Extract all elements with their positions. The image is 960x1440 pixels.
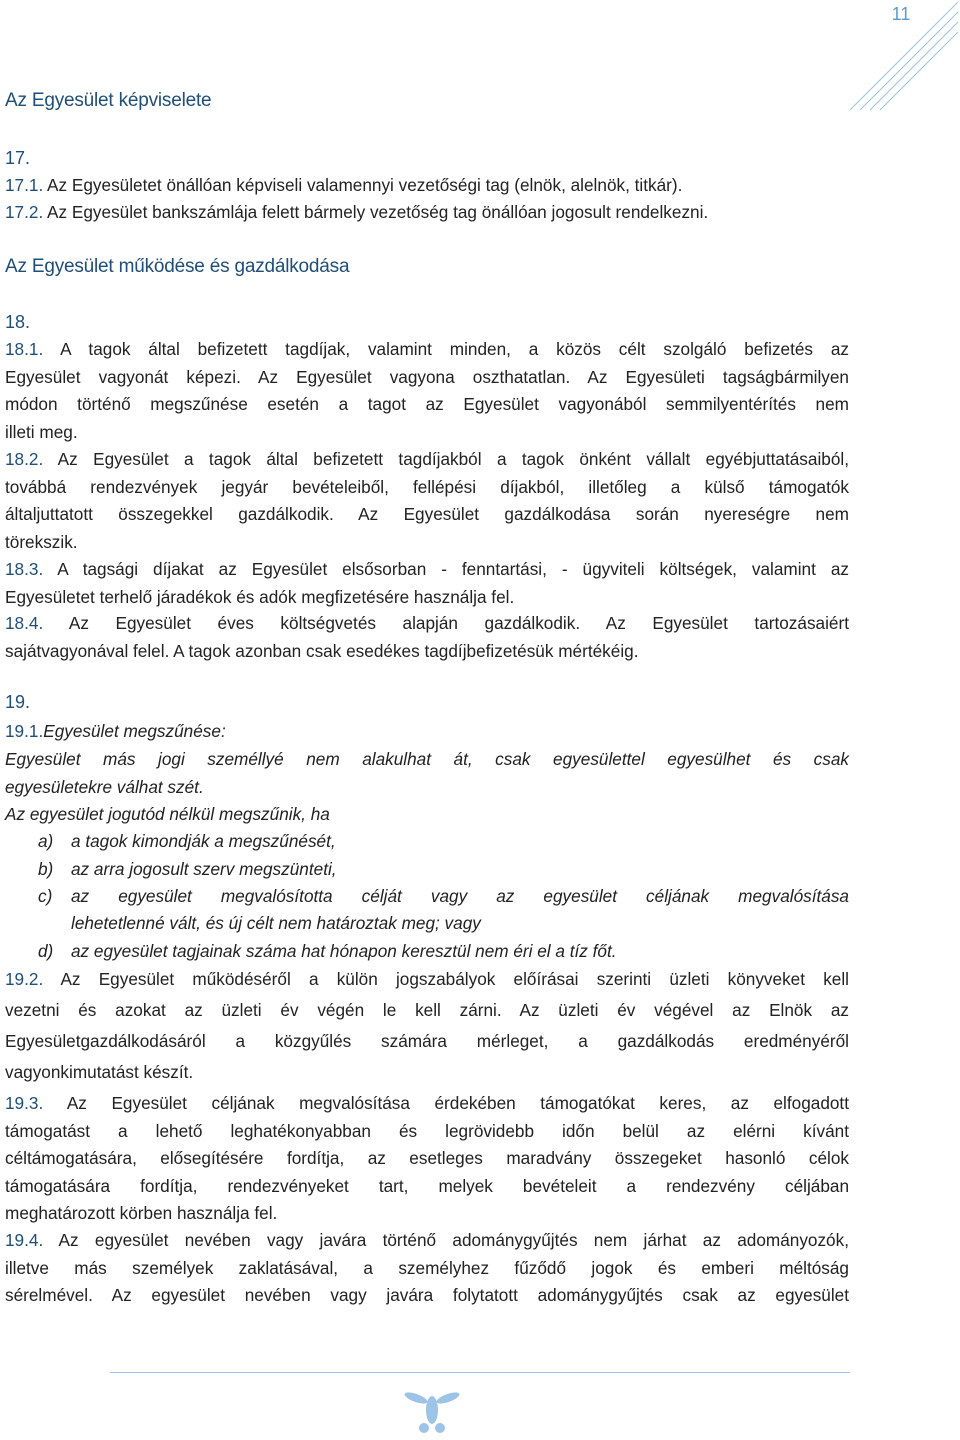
list-text: lehetetlenné vált, és új célt nem határoztak meg; vagy (71, 913, 481, 933)
paragraph-number: 18.1. (5, 339, 44, 359)
paragraph-number: 17.2. (5, 202, 44, 222)
footer-logo-ornament-icon (402, 1388, 462, 1438)
paragraph-line: A tagsági díjakat az Egyesület elsősorban - fenntartási, - ügyviteli költségek, valamint az (43, 559, 849, 579)
section-heading-operation: Az Egyesület működése és gazdálkodása (5, 256, 350, 277)
paragraph-number: 19.2. (5, 969, 44, 989)
section-number-18: 18. (5, 312, 31, 332)
list-text: az egyesület megvalósította célját vagy az egyesület céljának megvalósítása (71, 886, 849, 906)
paragraph-line: Egyesület más jogi személlyé nem alakulhat át, csak egyesülettel egyesülhet és csak (5, 749, 849, 769)
paragraph-19-1 (5, 746, 849, 801)
paragraph-line: törekszik. (5, 531, 78, 552)
page-number: 11 (891, 4, 911, 24)
paragraph-17-1 (5, 172, 849, 200)
paragraph-line: módon történő megszűnése esetén a tagot az Egyesület vagyonából semmilyentérítés nem (5, 394, 849, 414)
list-marker: a) (38, 831, 54, 851)
paragraph-19-2 (5, 964, 849, 1088)
paragraph-17-2 (5, 199, 849, 227)
section-number-19: 19. (5, 692, 31, 712)
corner-lines-decoration-icon (840, 0, 960, 120)
list-marker: c) (38, 886, 53, 906)
list-text: az arra jogosult szerv megszünteti, (71, 859, 337, 879)
paragraph-line: továbbá rendezvények jegyár bevételeiből, fellépési díjakból, illetőleg a külső támogatók (5, 476, 849, 497)
paragraph-line: A tagok által befizetett tagdíjak, valamint minden, a közös célt szolgáló befizetés az (43, 339, 849, 359)
paragraph-line: támogatást a lehető leghatékonyabban és legrövidebb időn belül az elérni kívánt (5, 1120, 849, 1141)
paragraph-number: 18.3. (5, 559, 44, 579)
paragraph-number: 18.2. (5, 449, 44, 469)
paragraph-line: általjuttatott összegekkel gazdálkodik. Az Egyesület gazdálkodása során nyereségre nem (5, 504, 849, 524)
list-text: az egyesület tagjainak száma hat hónapon keresztül nem éri el a tíz főt. (71, 941, 617, 961)
paragraph-19-1-intro (5, 801, 849, 829)
list-marker: d) (38, 941, 54, 961)
paragraph-number: 17.1. (5, 175, 44, 195)
footer-divider (110, 1372, 850, 1373)
paragraph-number: 18.4. (5, 613, 44, 633)
paragraph-line: illetve más személyek zaklatásával, a személyhez fűződő jogok és emberi méltóság (5, 1257, 849, 1278)
paragraph-line: céltámogatására, elősegítésére fordítja, az esetleges maradvány összegeket hasonló célok (5, 1148, 849, 1168)
paragraph-18-3 (5, 556, 849, 611)
paragraph-line: Az egyesület jogutód nélkül megszűnik, ha (5, 804, 330, 824)
paragraph-line: Az Egyesület éves költségvetés alapján gazdálkodik. Az Egyesület tartozásaiért (43, 613, 849, 633)
paragraph-line: vagyonkimutatást készít. (5, 1062, 194, 1082)
paragraph-line: Egyesületgazdálkodásáról a közgyűlés számára mérleget, a gazdálkodás eredményéről (5, 1031, 849, 1051)
section-heading-representation: Az Egyesület képviselete (5, 90, 212, 111)
paragraph-number: 19.4. (5, 1230, 44, 1250)
paragraph-line: támogatására fordítja, rendezvényeket tart, melyek bevételeit a rendezvény céljában (5, 1175, 849, 1196)
paragraph-18-2 (5, 446, 849, 556)
section-number-17: 17. (5, 148, 31, 168)
paragraph-line: meghatározott körben használja fel. (5, 1203, 278, 1223)
paragraph-19-4 (5, 1227, 849, 1310)
paragraph-line: Egyesületet terhelő járadékok és adók megfizetésére használja fel. (5, 586, 515, 607)
paragraph-19-1-title (5, 718, 849, 746)
paragraph-line: vezetni és azokat az üzleti év végén le kell zárni. Az üzleti év végével az Elnök az (5, 1000, 849, 1020)
paragraph-line: Az Egyesület működéséről a külön jogszabályok előírásai szerinti üzleti könyveket kell (43, 969, 849, 989)
paragraph-number: 19.3. (5, 1093, 44, 1113)
paragraph-line: Az egyesület nevében vagy javára történő adománygyűjtés nem járhat az adományozók, (43, 1230, 849, 1250)
list-marker: b) (38, 859, 54, 879)
paragraph-line: Egyesület vagyonát képezi. Az Egyesület vagyona oszthatatlan. Az Egyesületi tagságbármilyen (5, 366, 849, 387)
paragraph-line: sajátvagyonával felel. A tagok azonban csak esedékes tagdíjbefizetésük mértékéig. (5, 640, 639, 661)
list-text: a tagok kimondják a megszűnését, (71, 831, 336, 851)
paragraph-line: sérelmével. Az egyesület nevében vagy javára folytatott adománygyűjtés csak az egyesület (5, 1285, 849, 1305)
paragraph-line: Az Egyesület céljának megvalósítása érdekében támogatókat keres, az elfogadott (43, 1093, 849, 1113)
paragraph-line: illeti meg. (5, 421, 78, 442)
paragraph-18-1 (5, 336, 849, 446)
paragraph-line: Az Egyesület a tagok által befizetett tagdíjakból a tagok önként vállalt egyébjuttatásaiból, (43, 449, 849, 469)
paragraph-text: Az Egyesületet önállóan képviseli valamennyi vezetőségi tag (elnök, alelnök, titkár). (43, 175, 683, 195)
paragraph-line: egyesületekre válhat szét. (5, 776, 204, 797)
paragraph-19-3 (5, 1090, 849, 1228)
paragraph-number: 19.1. (5, 721, 44, 741)
paragraph-18-4 (5, 610, 849, 665)
paragraph-text: Az Egyesület bankszámlája felett bármely vezetőség tag önállóan jogosult rendelkezni. (43, 202, 709, 222)
paragraph-title: Egyesület megszűnése: (43, 721, 226, 741)
